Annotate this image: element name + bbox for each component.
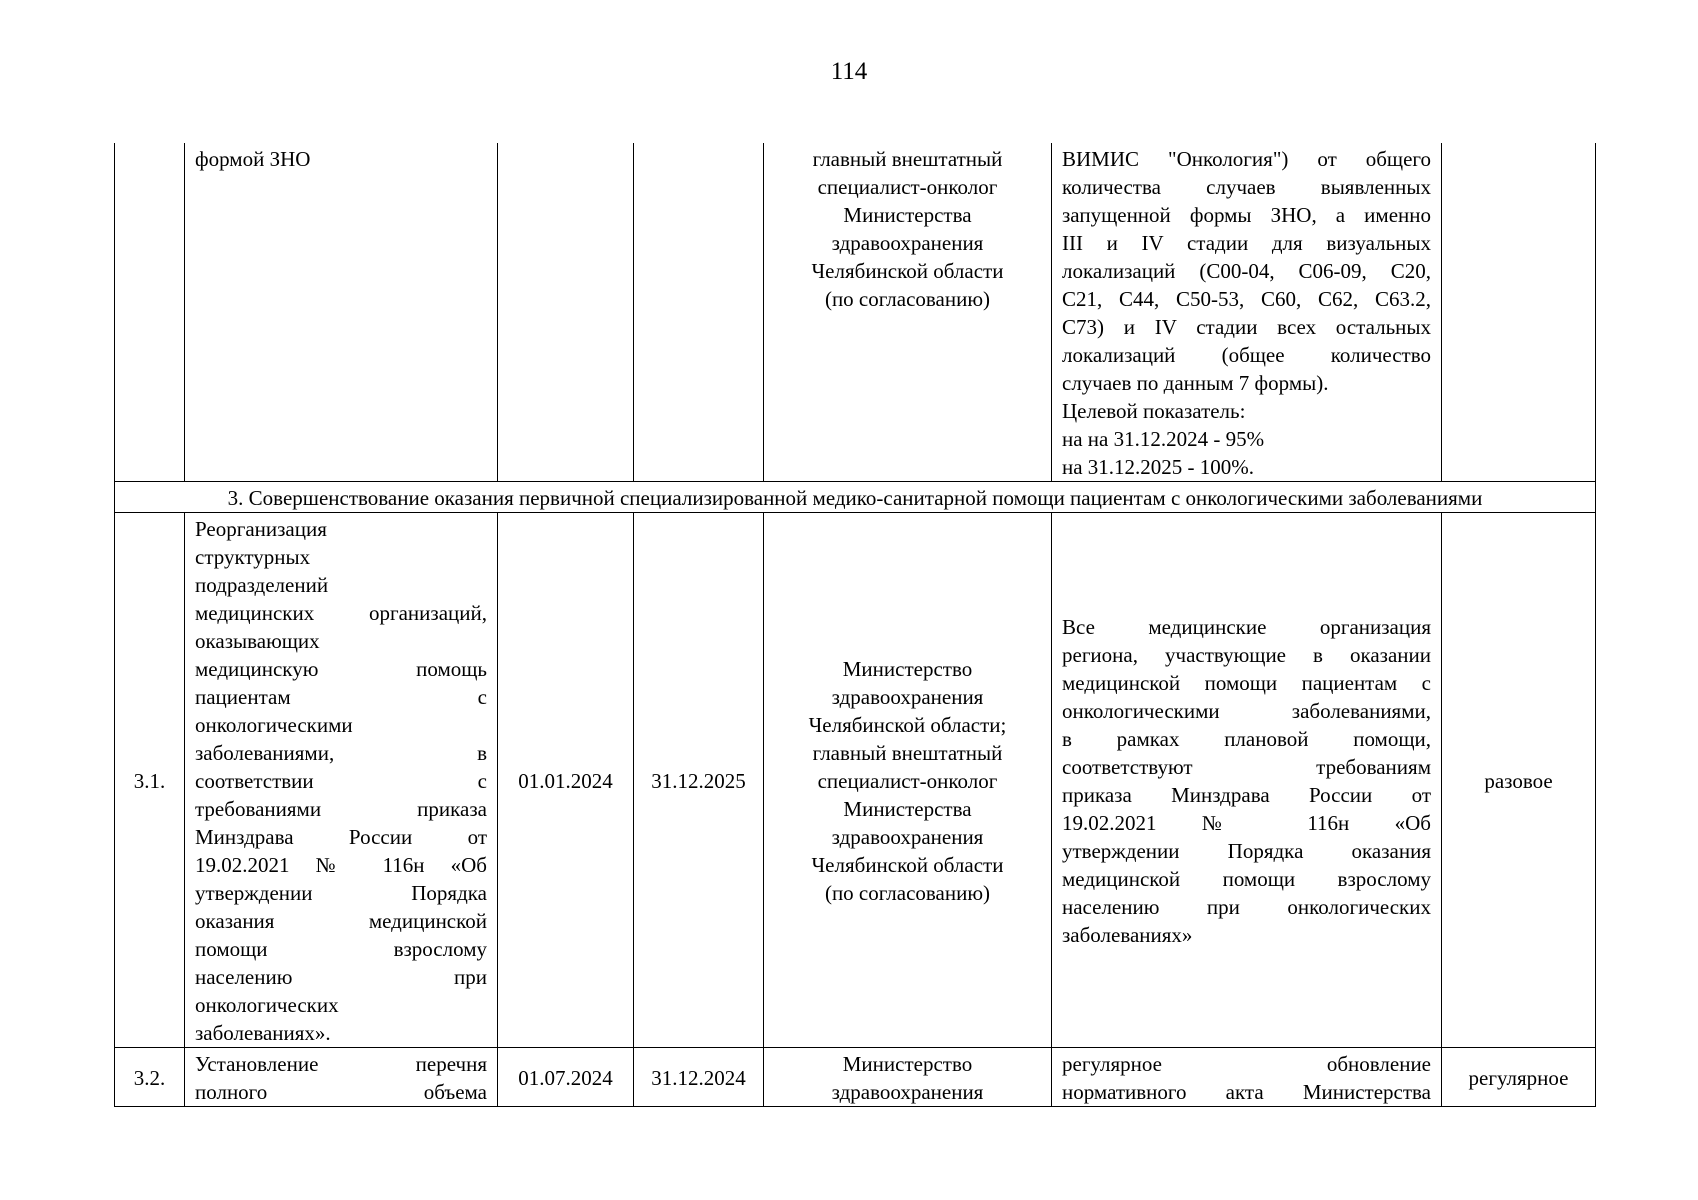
result-line: регулярное обновление [1062,1052,1431,1076]
responsible-line: Министерство [842,657,973,681]
table-row-continued [115,143,1596,482]
responsible-line: Челябинской области [811,259,1004,283]
result-line: онкологическими заболеваниями, [1062,699,1431,723]
table-row-3-2 [115,1048,1596,1107]
result-line: случаев по данным 7 формы). [1062,371,1329,395]
measure-line: оказывающих [195,629,320,653]
responsible-line: здравоохранения [831,231,984,255]
measure-line: Минздрава России от [195,825,487,849]
cell-start [498,143,634,482]
result-line: 19.02.2021 № 116н «Об [1062,811,1431,835]
cell-result [1052,143,1442,482]
measure-line: Реорганизация [195,517,327,541]
measure-text: формой ЗНО [195,147,311,171]
measure-line: заболеваниях». [195,1021,331,1045]
result-line: утверждении Порядка оказания [1062,839,1431,863]
cell-frequency: регулярное [1442,1048,1596,1107]
responsible-line: Министерства [843,203,972,227]
result-line: заболеваниях» [1062,923,1193,947]
responsible-line: Челябинской области [811,853,1004,877]
cell-responsible [764,1048,1052,1107]
page-number: 114 [830,58,868,85]
responsible-line: здравоохранения [831,1080,984,1104]
responsible-line: (по согласованию) [824,881,991,905]
cell-result [1052,513,1442,1048]
result-line: в рамках плановой помощи, [1062,727,1431,751]
result-line: Целевой показатель: [1062,399,1246,423]
responsible-line: главный внештатный [812,147,1003,171]
cell-measure [185,1048,498,1107]
result-line: приказа Минздрава России от [1062,783,1431,807]
result-line: медицинской помощи взрослому [1062,867,1431,891]
section-title: 3. Совершенствование оказания первичной специализированной медико-санитарной помощи пациентам с онкологическими заболеваниями [115,482,1596,513]
measure-line: Установление перечня [195,1052,487,1076]
measure-line: утверждении Порядка [195,881,487,905]
cell-num [115,143,185,482]
section-row [115,482,1596,513]
cell-frequency: разовое [1442,513,1596,1048]
result-line: соответствуют требованиям [1062,755,1431,779]
result-line: запущенной формы ЗНО, а именно [1062,203,1431,227]
responsible-line: Министерства [843,797,972,821]
responsible-line: главный внештатный [812,741,1003,765]
result-line: С73) и IV стадии всех остальных [1062,315,1431,339]
table-row-3-1 [115,513,1596,1048]
cell-num: 3.2. [115,1048,185,1107]
measure-line: требованиями приказа [195,797,487,821]
measure-line: заболеваниями, в [195,741,487,765]
cell-start: 01.01.2024 [498,513,634,1048]
result-line: локализаций (С00-04, С06-09, С20, [1062,259,1431,283]
result-line: количества случаев выявленных [1062,175,1431,199]
measure-line: населению при [195,965,487,989]
measure-line: медицинских организаций, [195,601,487,625]
cell-result [1052,1048,1442,1107]
cell-end [634,143,764,482]
result-line: Все медицинские организация [1062,615,1431,639]
cell-responsible [764,143,1052,482]
cell-responsible [764,513,1052,1048]
cell-measure [185,513,498,1048]
cell-measure [185,143,498,482]
measure-line: оказания медицинской [195,909,487,933]
result-line: нормативного акта Министерства [1062,1080,1431,1104]
responsible-line: специалист-онколог [817,769,998,793]
measure-line: помощи взрослому [195,937,487,961]
responsible-line: (по согласованию) [824,287,991,311]
measure-line: пациентам с [195,685,487,709]
measures-table [114,143,1596,1107]
result-line: медицинской помощи пациентам с [1062,671,1431,695]
measure-line: онкологических [195,993,339,1017]
result-line: III и IV стадии для визуальных [1062,231,1431,255]
cell-end: 31.12.2025 [634,513,764,1048]
measure-line: онкологическими [195,713,353,737]
result-line: на 31.12.2025 - 100%. [1062,455,1255,479]
responsible-line: Челябинской области; [808,713,1007,737]
cell-end: 31.12.2024 [634,1048,764,1107]
result-line: населению при онкологических [1062,895,1431,919]
cell-start: 01.07.2024 [498,1048,634,1107]
result-line: локализаций (общее количество [1062,343,1431,367]
measure-line: полного объема [195,1080,487,1104]
result-line: региона, участвующие в оказании [1062,643,1431,667]
result-line: на на 31.12.2024 - 95% [1062,427,1265,451]
result-line: С21, С44, С50-53, С60, С62, С63.2, [1062,287,1431,311]
responsible-line: специалист-онколог [817,175,998,199]
measure-line: подразделений [195,573,329,597]
responsible-line: Министерство [842,1052,973,1076]
responsible-line: здравоохранения [831,685,984,709]
measure-line: 19.02.2021 № 116н «Об [195,853,487,877]
cell-frequency [1442,143,1596,482]
measure-line: медицинскую помощь [195,657,487,681]
measure-line: соответствии с [195,769,487,793]
cell-num: 3.1. [115,513,185,1048]
responsible-line: здравоохранения [831,825,984,849]
result-line: ВИМИС "Онкология") от общего [1062,147,1431,171]
measure-line: структурных [195,545,311,569]
